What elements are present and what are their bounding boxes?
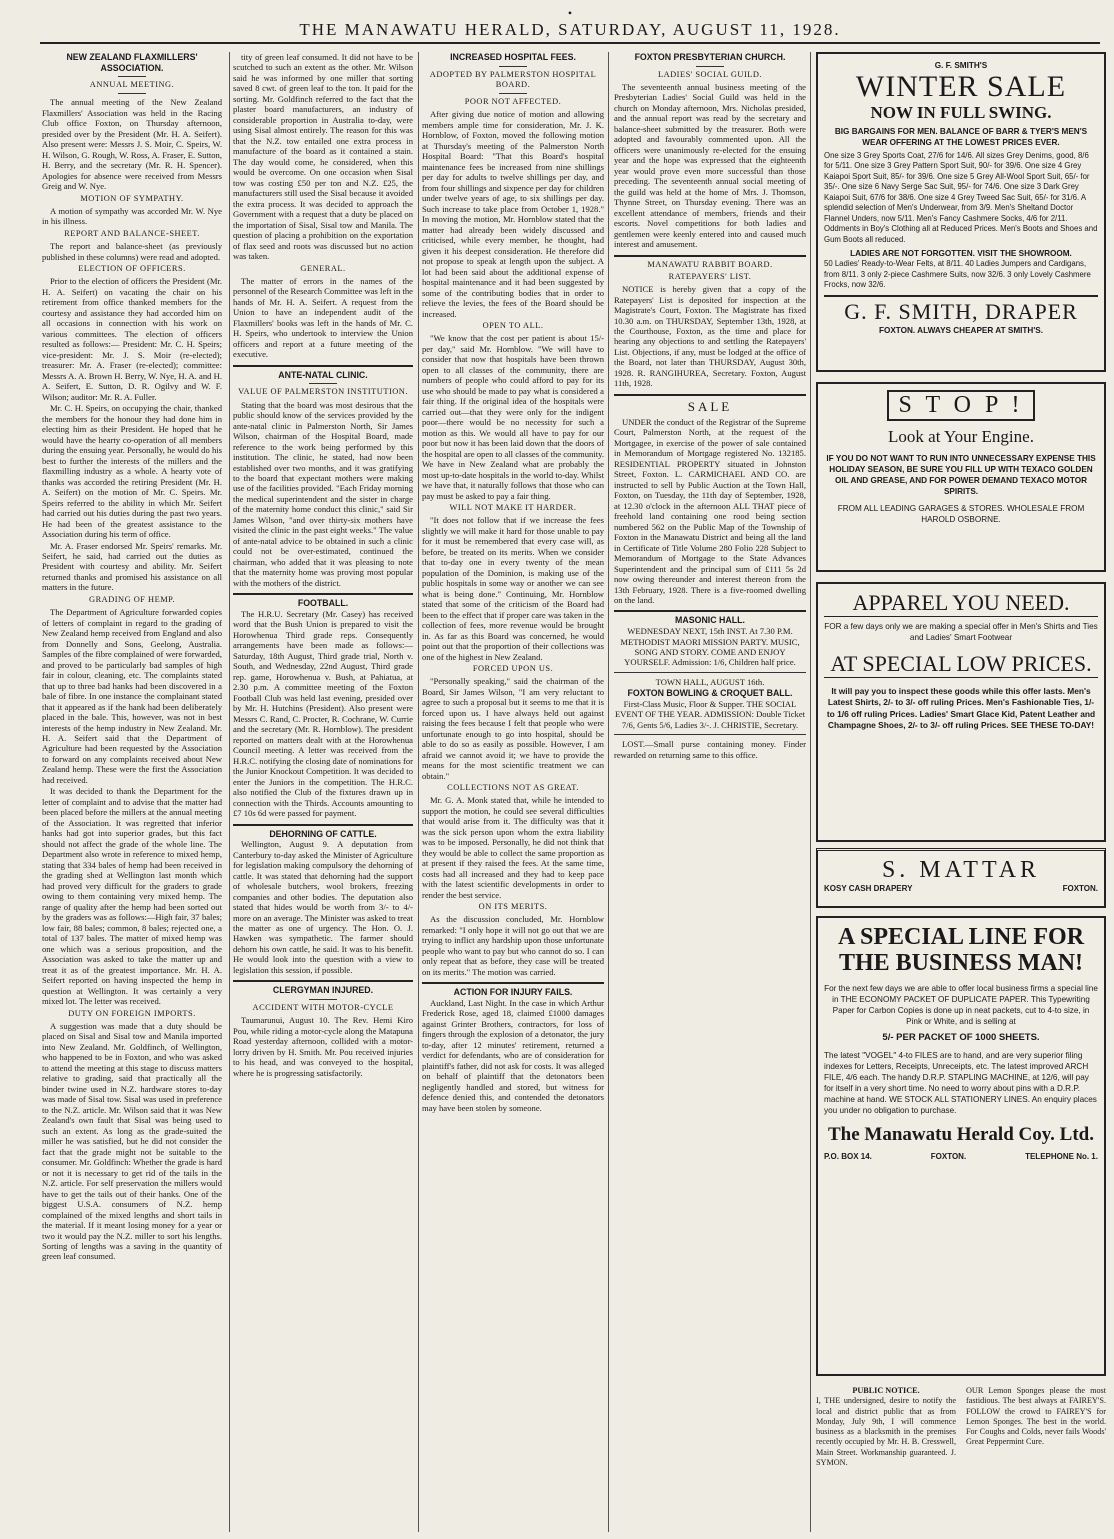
mattar-advert: [816, 848, 1106, 908]
column-rule: [418, 52, 419, 1532]
article-headline: FOXTON BOWLING & CROQUET BALL.: [627, 688, 793, 699]
advert-brand: G. F. SMITH, DRAPER: [824, 295, 1098, 325]
divider: [118, 76, 146, 77]
section-heading: OPEN TO ALL.: [482, 320, 544, 330]
paragraph: tity of green leaf consumed. It did not have to be scutched to such an extent as the other. Mr. Wilson said he was informed by one miller that sorting saved 8 cwt. of green leaf to the ton. It paid for the sorting. Mr. Goldfinch referred to the fact that the plaster board manufacturers, an industry of considerable proportion in Australia to-day, were using Sisal almost entirely. The reason for this was that the N.Z. tow entailed one extra process in manufacture of the board as it contained a stain. The day would come, he considered, when this would be overcome. On one occasion when Sisal tow was costing £50 per ton and N.Z. £25, the manufacturers still used the Sisal because it avoided the extra process. It was decided to approach the Government with a request that a duty be placed on the importation of Sisal, Sisal tow and Manila. The question of placing a prohibition on the exportation of flax seed and roots was discussed but no action was taken.: [233, 52, 413, 262]
paragraph: The Department of Agriculture forwarded copies of letters of complaint in regard to the grading of New Zealand hemp received from England and also from Donnelly and Sons, Geelong, Australia. Samples of the fibre complained of were forwarded, and proved to be particularly bad samples of high fair in colour, cleaning, etc. The complaints stated that up to three bad hanks had been discovered in a bale of fibre. In one instance the complainant stated that it appeared as if the hank had been deliberately placed in the bale. This, however, was not in best interests of the hemp industry in New Zealand. Mr. H. A. Seifert said that the Department of Agriculture had been requested by the Association to forward on any complaints received about New Zealand hemp. These were the first the Association had received.: [42, 607, 222, 785]
advert-headline: AT SPECIAL LOW PRICES.: [824, 651, 1098, 678]
notice-text: I, THE undersigned, desire to notify the local and district public that as from Monday, July 9th, I will commence business as a blacksmith in the premises recently occupied by Mr. H. B. Cresswell, Main Street. Workmanship guaranteed. J. SYMON.: [816, 1396, 956, 1467]
paragraph: "It does not follow that if we increase the fees slightly we will make it hard for those unable to pay for it must be remembered that every case will, as before, be treated on its merits. When we consider that to-day one in every twenty of the mean population of the Dominion, is making use of the public hospitals in some way or another we can see what is being done." Continuing, Mr. Hornblow stated that some of the criticism of the Board had been to the effect that if proper care was taken in the collection of fees, more revenue would be brought in. As far as this Board was concerned, he would point out that the proportion of their collections was one of the highest in New Zealand.: [422, 515, 604, 662]
public-notice: [816, 1386, 956, 1468]
paragraph: It was decided to thank the Department for the letter of complaint and to advise that the matter had been placed before the millers at the annual meeting of the Association. It was regretted that inferior hanks had got into superior grades, but this fact should not affect the grade of the whole line. The Department also wrote in reference to mixed hemp, stating that 334 bales of hemp had been received in the grading shed at Wellington last month which had proved very difficult for the graders to grade owing to them containing very mixed hemp. The range of quality after the hemp had been sorted out by the graders was as follows:—High fair, 37 bales; low fair, 88 bales; common, 8 bales; rejected one, a total of 137 bales. The matter of mixed hemp was one which was a serious proposition, and the Association was asked to take the matter up and treat it as of the greatest importance. Mr. H. A. Seifert reported on having inspected the hemp in question at Wellington. It was certainly a very mixed lot. The letter was received.: [42, 786, 222, 1007]
column-rule: [810, 52, 811, 1532]
paragraph: Stating that the board was most desirous that the public should know of the services provided by the ante-natal clinic in Palmerston North, Sir James Wilson, chairman of the Hospital Board, made reference to the work being performed by this institution. The clinic, he stated, had now been established over two months, and it was gratifying to the board that expectant mothers were making use of the facilities provided. "Each Friday morning the medical superintendent and the sister in charge of the maternity home conduct this clinic," said Sir James Wilson, "and over thirty-six mothers have visited the clinic in the past eight weeks." The value of ante-natal advice to be obtained in such a clinic could not be over-estimated, continued the chairman, who added that it was pleasing to note that the maternity home was proving most popular with the mothers of the district.: [233, 399, 413, 588]
paragraph: First-Class Music, Floor & Supper. THE SOCIAL EVENT OF THE YEAR. ADMISSION: Double Ticket 7/6, Gents 5/6, Ladies 3/-. J. CHRISTIE, Secretary.: [614, 698, 806, 730]
advert-text: BIG BARGAINS FOR MEN. BALANCE OF BARR & TYER'S MEN'S WEAR OFFERING AT THE LOWEST PRICES EVER.: [834, 126, 1088, 147]
paragraph: The matter of errors in the names of the personnel of the Research Committee was left in the hands of Mr. H. A. Seifert. A request from the Union to have an independent audit of the Flaxmillers' books was left in the hands of Mr. C. H. Speirs, who undertook to interview the Union officers and report at a future meeting of the executive.: [233, 275, 413, 360]
column-flaxmillers: [42, 52, 222, 1527]
paragraph: The report and balance-sheet (as previously published in these columns) were read and adopted.: [42, 241, 222, 262]
advert-text: LADIES ARE NOT FORGOTTEN. VISIT THE SHOWROOM.: [850, 249, 1072, 259]
paragraph: Prior to the election of officers the President (Mr. H. A. Seifert) on vacating the chair on his retirement from office thanked members for the courtesy and assistance they had accorded him on all occasions in connection with his work on various committees. The election of officers resulted as follows:— President: Mr. C. H. Speirs; vice-president: Mr. J. S. Moir (re-elected); treasurer: Mr. A. Fraser (re-elected); committee: Messrs A. A. Brown H. Berry, W. Nye, H. A. and H. A. Seifert, E. Sutton, D. R. Ogilvy and W. F. Wilson; auditor: Mr. R. A. Fuller.: [42, 276, 222, 402]
column-rule: [229, 52, 230, 1532]
paragraph: NOTICE is hereby given that a copy of the Ratepayers' List is deposited for inspection at the Magistrate's Court, Foxton. The Magistrate has fixed 10.30 a.m. on THURSDAY, September 13th, 1928, at the Courthouse, Foxton, as the time and place for hearing any objections to and settling the Ratepayers' List. Objections, if any, must be lodged at the office of the Board, not later than THURSDAY, August 30th, 1928. R. RANGIHUREA, Secretary. Foxton, August 11th, 1928.: [614, 284, 806, 389]
section-heading: GENERAL.: [300, 263, 346, 273]
advert-subhead: NOW IN FULL SWING.: [870, 102, 1052, 122]
paragraph: As the discussion concluded, Mr. Hornblow remarked: "I only hope it will not go out that we are trying to inflict any hardship upon those unfortunate people who want to pay but who cannot do so. I can only repeat that as before, they case will be treated on its merits." The motion was carried.: [422, 914, 604, 977]
paragraph: Taumarunui, August 10. The Rev. Hemi Kiro Pou, while riding a motor-cycle along the Matapuna Road yesterday afternoon, collided with a motor-lorry driven by H. Smith. Mr. Pou received injuries to his head, and was conveyed to the hospital, where he is progressing satisfactorily.: [233, 1015, 413, 1078]
paragraph: LOST.—Small purse containing money. Finder rewarded on returning same to this office.: [614, 739, 806, 760]
section-heading: ELECTION OF OFFICERS.: [78, 264, 186, 274]
advert-text: IF YOU DO NOT WANT TO RUN INTO UNNECESSARY EXPENSE THIS HOLIDAY SEASON, BE SURE YOU FILL UP WITH TEXACO GOLDEN OIL AND GREASE, AND FOR POWER DEMAND TEXACO MOTOR SPIRITS.: [826, 454, 1096, 497]
divider: [309, 383, 337, 384]
advert-headline: APPAREL YOU NEED.: [824, 590, 1098, 617]
divider: [118, 93, 146, 94]
advert-text: One size 3 Grey Sports Coat, 27/6 for 14/6. All sizes Grey Denims, good, 8/6 for 5/11. One size 3 Grey Pattern Sport Suit, 90/- for 39/6. One size 4 Grey Kaiapoi Sport Suit, 85/- for 39/6. One size 5 Grey All-Wool Sport Suit, 65/- for 35/-. One size 6 Navy Serge Sac Suit, 95/- for 74/6. One size 3 Dark Grey Kaiapoi Suit, 67/6 for 38/6. One size 4 Grey Tweed Sac Suit, 65/- for 31/6. A splendid selection of Men's Underwear, from 3/9. Men's Sheltand Doctor Flannel Unders, now 5/11. Men's Fancy Cashmere Socks, 4/6 for 2/11. Oddments in Boy's Clothing all at Reduced Prices. Men's Boots and Shoes and Gum Boots all reduced.: [824, 150, 1098, 244]
paragraph: Wellington, August 9. A deputation from Canterbury to-day asked the Minister of Agriculture for legislation making compulsory the dehorning of cattle. It was stated that dehorning had the support of wholesale butchers, wool brokers, freezing companies and other bodies. The deputation also stated that hides would be worth from 3/- to 4/- more on an average. The Minister was asked to treat the matter as one of urgency. The Hon. O. J. Hawken was sympathetic. The farmer should dehorn his own cattle, he said. It was to his benefit. He would look into the question with a view to legislation this session, if possible.: [233, 839, 413, 975]
divider: [614, 255, 806, 257]
notice-subhead: RATEPAYERS' LIST.: [668, 271, 752, 281]
section-heading: REPORT AND BALANCE-SHEET.: [64, 228, 200, 238]
divider: [309, 999, 337, 1000]
article-headline: ACTION FOR INJURY FAILS.: [453, 987, 573, 998]
advert-text: The latest "VOGEL" 4-to FILES are to hand, and are very superior filing indexes for Letters, Receipts, Unreceipts, etc. The latest improved ARCH FILE, 4/6 each. The handy D.R.P. STAPLING MACHINE, at 12/6, will pay for itself in a very short time. No need to worry about pins with a D.R.P. machine at hand. WE STOCK ALL STATIONERY LINES. An enquiry places you under no obligation to purchase.: [824, 1050, 1097, 1116]
paragraph: "Personally speaking," said the chairman of the Board, Sir James Wilson, "I am very reluctant to agree to such a proposal but it seems to me that it is forced upon us. I have always held out against raising the fees because I felt that people who were unfortunate enough to go into hospital, should be able to do so as easily as possible. However, I am afraid we cannot avoid it; we have to provide the means for the most scientific treatment we can obtain.": [422, 676, 604, 781]
advert-label: G. F. SMITH'S: [934, 61, 988, 70]
paragraph: Mr. A. Fraser endorsed Mr. Speirs' remarks. Mr. Seifert, he said, had carried out the duties as President with courtesy and ability. Mr. Seifert returned thanks and promised his assistance on all matters in the future.: [42, 540, 222, 593]
advert-text: FOXTON.: [930, 1152, 967, 1162]
advert-text: It will pay you to inspect these goods while this offer lasts. Men's Latest Shirts, 2/- to 3/- off ruling Prices. Men's Fashionable Ties, 1/- to 1/6 off ruling Prices. Ladies' Smart Glace Kid, Patent Leather and Champagne Shoes, 2/- to 3/- off ruling Prices. SEE THESE TO-DAY!: [826, 686, 1096, 731]
masthead-ornament: •: [567, 6, 573, 20]
article-headline: FOXTON PRESBYTERIAN CHURCH.: [634, 52, 786, 62]
advert-text: TELEPHONE No. 1.: [1025, 1152, 1098, 1162]
column-shop-ads: [816, 52, 1106, 1532]
advert-text: FROM ALL LEADING GARAGES & STORES. WHOLESALE FROM HAROLD OSBORNE.: [837, 504, 1085, 525]
paragraph: The H.R.U. Secretary (Mr. Casey) has received word that the Bush Union is prepared to visit the Horowhenua Third grade reps. Consequently arrangements have been made as follows:— Saturday, 18th August, Third grade trial, North v. South, and Wednesday, 22nd August, Third grade rep. game, Horowhenua v. Bush, at Pahiatua, at 2.30 p.m. A committee meeting of the Foxton Football Club was held last evening, presided over by Mr. H. Hutchins (President). Also present were Messrs C. Rand, C. Procter, R. Cochrane, W. Currie and the secretary (Mr. R. Hornblow). The president reported on matters dealt with at the Horowhenua Council meeting. A letter was received from the H.R.C. notifying the closing date of nominations for the Junior Knockout Competition. It was decided to enter the Juniors in the competition. The H.R.C. also notified the Club of the fixtures drawn up in connection with the Thirds. Accounts amounting to £7 10s 6d were passed for payment.: [233, 608, 413, 819]
article-headline: FOOTBALL.: [297, 598, 349, 609]
section-heading: FORCED UPON US.: [472, 664, 554, 674]
herald-stationery-advert: [816, 916, 1106, 1376]
advert-text: For the next few days we are able to offer local business firms a special line in THE ECONOMY PACKET OF DUPLICATE PAPER. This Typewriting Paper for Carbon Copies is done up in neat packets, cut to 4-to size, in Pink or White, and is selling at: [824, 983, 1098, 1026]
advert-text: P.O. BOX 14.: [824, 1152, 872, 1162]
advert-headline: WINTER SALE: [855, 70, 1067, 104]
divider: [233, 824, 413, 826]
section-heading: ON ITS MERITS.: [478, 902, 548, 912]
advert-text: KOSY CASH DRAPERY: [824, 884, 913, 893]
divider: [233, 365, 413, 367]
article-headline: INCREASED HOSPITAL FEES.: [450, 52, 576, 62]
paragraph: Mr. C. H. Speirs, on occupying the chair, thanked the members for the honour they had done him in electing him as their President. He hoped that he would have the hearty co-operation of all members during the ensuing year. Personally, he would do his best to further the interests of the millers and the flaxmilling industry as a whole. A hearty vote of thanks was accorded the retiring President (Mr. H. A. Seifert) on the motion of Mr. C. Speirs. Mr. Speirs referred to the ability in which Mr. Seifert had carried out his duties during the past two years. He had been of the greatest assistance to the Association during his term of office.: [42, 403, 222, 540]
paragraph: TOWN HALL, AUGUST 16th.: [655, 676, 765, 687]
divider: [614, 734, 806, 735]
paragraph: WEDNESDAY NEXT, 15th INST. At 7.30 P.M. METHODIST MAORI MISSION PARTY. MUSIC, SONG AND STORY. COME AND ENJOY YOURSELF. Admission: 1/6, Children half price.: [620, 626, 800, 668]
paragraph: UNDER the conduct of the Registrar of the Supreme Court, Palmerston North, at the request of the Mortgagee, in exercise of the power of sale contained in Memorandum of Mortgage registered No. 132185. RESIDENTIAL PROPERTY situated in Johnston Street, Foxton. L. CARMICHAEL AND CO. are instructed to sell by Public Auction at the Town Hall, Foxton, on Tuesday, the 11th day of September, 1928, at 12.30 o'clock in the afternoon ALL THAT piece of freehold land containing one rood being section numbered 562 on the Public Map of the Township of Foxton in the Manawatu District and being all the land in Certificate of Title Volume 280 Folio 228 Subject to Memorandum of Mortgage to the State Advances Superintendent and the principal sum of £111 5s 2d now owing thereunder and interest thereon from the 13th February, 1928. There is a five-roomed dwelling on the land.: [614, 416, 806, 605]
paragraph: "We know that the cost per patient is about 15/- per day," said Mr. Hornblow. "We will have to consider that now that hospitals have been thrown open to all classes of the community, there are numbers of people who could afford to pay for its use who should be made to pay what is considered a fair thing. If the original idea of the hospitals were carried out—that they were only for the indigent poor—there would be no necessity for such a motion as this. We would all have to pay for our poor but now it has been laid down that the doors of the hospital are open to all classes of the community. We have in New Zealand what are probably the most up-to-date hospitals in the world to-day. Whilst we have that, it naturally follows that those who can pay must be asked to pay a fair thing.: [422, 333, 604, 501]
winter-sale-advert: [816, 52, 1106, 372]
article-subhead: LADIES' SOCIAL GUILD.: [657, 69, 763, 79]
article-subhead: ADOPTED BY PALMERSTON HOSPITAL BOARD.: [429, 69, 597, 89]
column-hospital-fees: [422, 52, 604, 1527]
column-rule: [608, 52, 609, 1532]
article-headline: ANTE-NATAL CLINIC.: [278, 369, 368, 380]
article-headline: DEHORNING OF CATTLE.: [269, 828, 377, 839]
section-heading: DUTY ON FOREIGN IMPORTS.: [68, 1008, 196, 1018]
article-subhead: ACCIDENT WITH MOTOR-CYCLE: [252, 1002, 394, 1012]
column-presbyterian-sale: [614, 52, 806, 1530]
advert-text: FOXTON.: [1062, 884, 1098, 893]
divider: [614, 672, 806, 673]
paragraph: The seventeenth annual business meeting of the Presbyterian Ladies' Social Guild was held in the church on Monday afternoon, Mrs. Nicholas presided, and the annual report was read by the secretary and balance-sheet submitted by the treasurer. Both were adopted and favourably commented upon. All the officers were unanimously re-elected for the ensuing year and the hope was expressed that the eighteenth year would prove even more successful than those preceding. The seventeenth annual social meeting of the guild was held at the home of Mrs. J. Thomson, Thynne Street, on Thursday evening. There was an excellent attendance of members, friends and their escorts. Novel competitions for both ladies and gentlemen were keenly entered into and caused much interest and amusement.: [614, 81, 806, 250]
divider: [696, 66, 724, 67]
section-heading: GRADING OF HEMP.: [89, 594, 175, 604]
article-subhead: ANNUAL MEETING.: [89, 80, 175, 90]
divider: [614, 394, 806, 396]
advert-brand: The Manawatu Herald Coy. Ltd.: [827, 1124, 1095, 1146]
divider: [233, 980, 413, 982]
section-heading: COLLECTIONS NOT AS GREAT.: [447, 783, 579, 793]
article-headline: CLERGYMAN INJURED.: [272, 985, 374, 996]
advert-text: 5/- PER PACKET OF 1000 SHEETS.: [882, 1032, 1040, 1044]
divider: [499, 93, 527, 94]
advert-text: FOXTON. ALWAYS CHEAPER AT SMITH'S.: [878, 325, 1044, 335]
advert-text: FOR a few days only we are making a special offer in Men's Shirts and Ties and Ladies' Smart Footwear: [824, 622, 1098, 643]
paragraph: A motion of sympathy was accorded Mr. W. Nye in his illness.: [42, 205, 222, 227]
article-headline: NEW ZEALAND FLAXMILLERS' ASSOCIATION.: [66, 52, 198, 73]
sale-heading: SALE: [687, 398, 733, 414]
advert-subhead: Look at Your Engine.: [888, 427, 1034, 446]
advert-text: 50 Ladies' Ready-to-Wear Felts, at 8/11. 40 Ladies Jumpers and Cardigans, from 8/11. 3 only 2-piece Cashmere Suits, now 32/6. 3 only Lovely Cashmere Frocks, now 32/6.: [824, 259, 1091, 290]
divider: [233, 593, 413, 595]
section-heading: WILL NOT MAKE IT HARDER.: [449, 502, 577, 512]
divider: [614, 610, 806, 612]
divider: [499, 66, 527, 67]
paragraph: Mr. G. A. Monk stated that, while he intended to support the motion, he could see several difficulties that would arise from it. The difficulty was that it was the sick person upon whom the extra liability was to be imposed. Personally, he did not think that they would be able to collect the same proportion as at present if they raised the fees. At the same time, costs had all increased and they had to keep pace with the latest scientific developments in order to render the best service.: [422, 795, 604, 900]
article-subhead: POOR NOT AFFECTED.: [464, 97, 562, 107]
paragraph: A suggestion was made that a duty should be placed on Sisal and Sisal tow and Manila imported into New Zealand. Mr. Goldfinch, of Wellington, who happened to be in Foxton, and who was asked to attend the meeting at this stage to discuss matters relative to grading, said that practically all the binder twine used in N.Z. hardware stores to-day was made of Sisal tow. Sisal was used in preference to the N.Z. article. Mr. Wilson said that it was New Zealand's own fault that Sisal was being used to such an extent. As long as the grade-suited the miller he was satisfied, but he did not consider the fact that the grade might not be suitable to the consumer. Mr. Goldfinch: Whether the grade is hard or not it is necessary to get rid of the tails in the N.Z. article. For self preservation the millers would have to get the tails out of their hanks. One of the biggest U.S.A. consumers of N.Z. hemp complained of the mixed lengths and short tails in the material. If it meant losing money for a year or two it would pay the N.Z. miller to sort his lengths. Sorting of lengths was a saving in the quantity of green leaf consumed.: [42, 1020, 222, 1262]
divider: [422, 982, 604, 984]
notice-heading: MANAWATU RABBIT BOARD.: [647, 259, 773, 269]
paragraph: After giving due notice of motion and allowing members ample time for consideration, Mr. J. K. Hornblow, of Foxton, moved the following motion at Thursday's meeting of the Palmerston North Hospital Board: "That this Board's hospital maintenance fees be increased from nine shillings per day for adults to twelve shillings per day, and from four shillings and sixpence per day for children under twelve years of age, to six shillings per day. Such increase to take place from October 1, 1928." In moving the motion, Mr. Hornblow stated that the matter had already been widely discussed and criticised, while every member, he thought, had given it his deepest consideration. He therefore did not propose to speak at length upon the subject. A lot had been said about the additional expense of hospital maintenance and it had been suggested by some of the contributing bodies that in order to relieve the levies, the fees of the Board should be increased.: [422, 109, 604, 319]
advert-brand: S. MATTAR: [881, 857, 1041, 883]
section-heading: MOTION OF SYMPATHY.: [80, 193, 184, 203]
newspaper-title: THE MANAWATU HERALD, SATURDAY, AUGUST 11, 1928.: [299, 20, 841, 39]
apparel-advert: [816, 582, 1106, 842]
notice-text: OUR Lemon Sponges please the most fastidious. The best always at FAIREY'S. FOLLOW the crowd to FAIREY'S for Lemon Sponges. The best in the world. For Coughs and Colds, never fails Woods' Great Peppermint Cure.: [966, 1386, 1106, 1447]
article-headline: MASONIC HALL.: [675, 615, 745, 626]
paragraph: Auckland, Last Night. In the case in which Arthur Frederick Rose, aged 18, claimed £1000 damages against Grinter Brothers, contractors, for loss of fingers through the explosion of a detonator, the jury to-day, after 12 minutes' retirement, returned a verdict for defendants, who are of consideration for plaintiff's father, did not ask for costs. It was alleged on behalf of plaintiff that the detonators been negligently handled and stored, but witness for defence denied this, and contended the detonators may have been stolen by someone.: [422, 997, 604, 1113]
advert-headline: A SPECIAL LINE FOR THE BUSINESS MAN!: [837, 924, 1085, 977]
column-news-two: [233, 52, 413, 1527]
article-subhead: VALUE OF PALMERSTON INSTITUTION.: [238, 387, 408, 397]
masthead: [40, 6, 1100, 44]
notice-heading: PUBLIC NOTICE.: [852, 1386, 920, 1395]
advert-headline: S T O P !: [887, 390, 1036, 421]
paragraph: The annual meeting of the New Zealand Flaxmillers' Association was held in the Racing Club office Foxton, on Thursday afternoon, presided over by the President (Mr. H. A. Seifert). Also present were: Messrs J. S. Moir, C. Speirs, W. H. Wilson, G. Rough, W. Ross, A. Fraser, E. Sutton, H. Berry, and the secretary (Mr. R. H. Spencer). Apologies for absence were received from Messrs Greig and W. Nye.: [42, 97, 222, 192]
lemon-sponge-notice: [966, 1386, 1106, 1448]
texaco-advert: [816, 382, 1106, 572]
